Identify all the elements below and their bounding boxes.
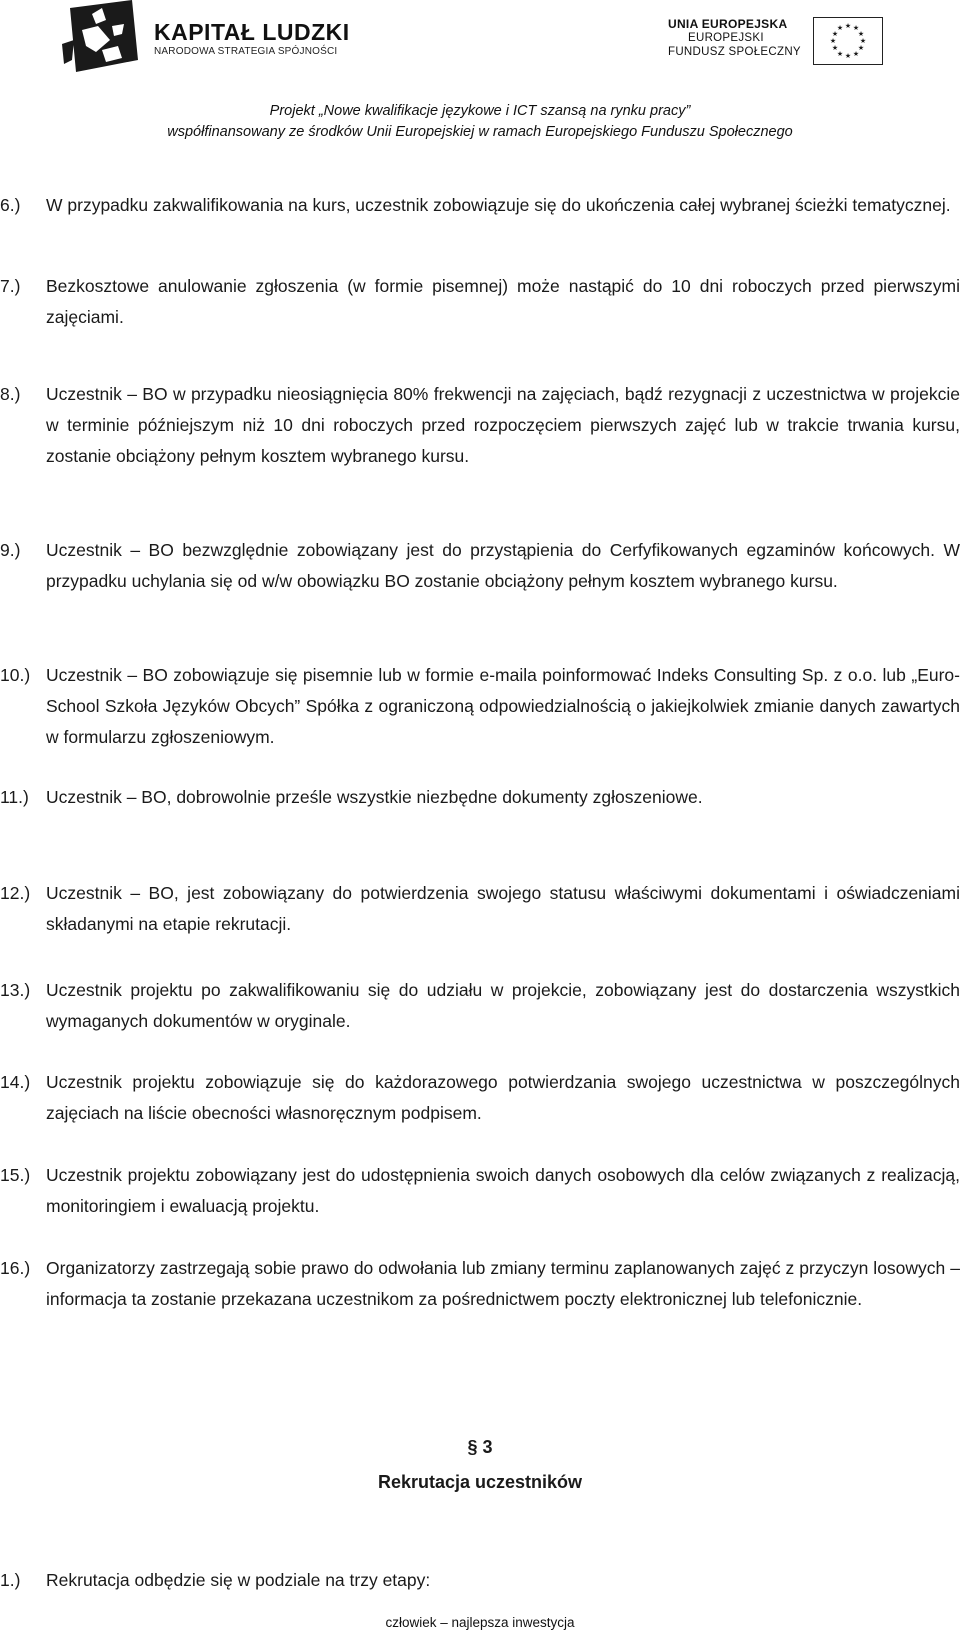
svg-text:★: ★ <box>831 30 839 38</box>
svg-text:★: ★ <box>844 22 852 30</box>
svg-text:★: ★ <box>857 30 865 38</box>
list-item-number: 11.) <box>0 787 29 807</box>
svg-text:★: ★ <box>852 50 860 58</box>
list-item-text: Uczestnik – BO, jest zobowiązany do potwierdzenia swojego statusu właściwymi dokumentami i oświadczeniami składanymi na etapie rekrutacji. <box>46 883 960 934</box>
eu-logo <box>668 17 883 65</box>
list-item-number: 9.) <box>0 540 21 560</box>
list-item-text: Uczestnik – BO w przypadku nieosiągnięcia 80% frekwencji na zajęciach, bądź rezygnacji z uczestnictwa w projekcie w terminie późniejszym niż 10 dni roboczych przed rozpoczęciem pierwszych zajęć lub w trakcie trwania kursu, zostanie obciążony pełnym kosztem wybranego kursu. <box>46 384 960 466</box>
list-item-number: 1.) <box>0 1570 21 1590</box>
project-title-line: Projekt „Nowe kwalifikacje językowe i ICT szansą na rynku pracy” <box>269 103 691 119</box>
svg-text:★: ★ <box>859 37 867 45</box>
list-item-number: 16.) <box>0 1258 31 1278</box>
svg-text:★: ★ <box>836 50 844 58</box>
list-item-text: Rekrutacja odbędzie się w podziale na trzy etapy: <box>46 1570 431 1590</box>
kapital-ludzki-title: KAPITAŁ LUDZKI <box>154 18 350 45</box>
list-item-text: Uczestnik – BO bezwzględnie zobowiązany jest do przystąpienia do Cerfyfikowanych egzaminów końcowych. W przypadku uchylania się od w/w obowiązku BO zostanie obciążony pełnym kosztem wybranego kursu. <box>46 540 960 591</box>
list-item-number: 15.) <box>0 1165 31 1185</box>
kapital-ludzki-subtitle: NARODOWA STRATEGIA SPÓJNOŚCI <box>154 45 338 57</box>
list-item-number: 7.) <box>0 276 21 296</box>
page-footer: człowiek – najlepsza inwestycja <box>385 1615 575 1630</box>
list-item-number: 6.) <box>0 195 21 215</box>
eu-logo-line1: UNIA EUROPEJSKA <box>668 17 788 31</box>
kapital-ludzki-logo <box>62 0 350 76</box>
list-item-text: Uczestnik – BO zobowiązuje się pisemnie lub w formie e-maila poinformować Indeks Consulting Sp. z o.o. lub „Euro-School Szkoła Języków Obcych” Spółka z ograniczoną odpowiedzialnością o jakiejkolwiek zmianie danych zawartych w formularzu zgłoszeniowym. <box>46 665 960 747</box>
section-number: § 3 <box>467 1437 493 1457</box>
page-header <box>0 0 960 150</box>
list-item-number: 12.) <box>0 883 31 903</box>
list-item-number: 14.) <box>0 1072 31 1092</box>
svg-text:★: ★ <box>829 37 837 45</box>
list-item-text: Uczestnik projektu po zakwalifikowaniu się do udziału w projekcie, zobowiązany jest do dostarczenia wszystkich wymaganych dokumentów w oryginale. <box>46 980 960 1031</box>
section-title: Rekrutacja uczestników <box>377 1472 583 1492</box>
list-item-text: W przypadku zakwalifikowania na kurs, uczestnik zobowiązuje się do ukończenia całej wybranej ścieżki tematycznej. <box>46 195 951 215</box>
svg-text:★: ★ <box>836 24 844 32</box>
list-item-number: 10.) <box>0 665 31 685</box>
list-item-text: Bezkosztowe anulowanie zgłoszenia (w formie pisemnej) może nastąpić do 10 dni roboczych przed pierwszymi zajęciami. <box>46 276 960 327</box>
svg-text:★: ★ <box>852 24 860 32</box>
list-item-text: Uczestnik projektu zobowiązuje się do każdorazowego potwierdzania swojego uczestnictwa w poszczególnych zajęciach na liście obecności własnoręcznym podpisem. <box>46 1072 960 1123</box>
list-item-number: 8.) <box>0 384 21 404</box>
eu-logo-line3: FUNDUSZ SPOŁECZNY <box>668 46 801 58</box>
eu-logo-line2: EUROPEJSKI <box>688 32 764 44</box>
svg-text:★: ★ <box>831 44 839 52</box>
list-item-text: Uczestnik – BO, dobrowolnie prześle wszystkie niezbędne dokumenty zgłoszeniowe. <box>46 787 703 807</box>
kapital-ludzki-emblem-icon <box>62 0 146 76</box>
list-item-text: Uczestnik projektu zobowiązany jest do udostępnienia swoich danych osobowych dla celów związanych z realizacją, monitoringiem i ewaluacją projektu. <box>46 1165 960 1216</box>
eu-flag-icon <box>813 17 883 65</box>
list-item-number: 13.) <box>0 980 31 1000</box>
svg-text:★: ★ <box>844 52 852 60</box>
project-funding-line: współfinansowany ze środków Unii Europejskiej w ramach Europejskiego Funduszu Społecznego <box>167 124 793 140</box>
list-item-text: Organizatorzy zastrzegają sobie prawo do odwołania lub zmiany terminu zaplanowanych zajęć z przyczyn losowych – informacja ta zostanie przekazana uczestnikom za pośrednictwem poczty elektronicznej lub telefonicznie. <box>46 1258 960 1309</box>
svg-text:★: ★ <box>857 44 865 52</box>
